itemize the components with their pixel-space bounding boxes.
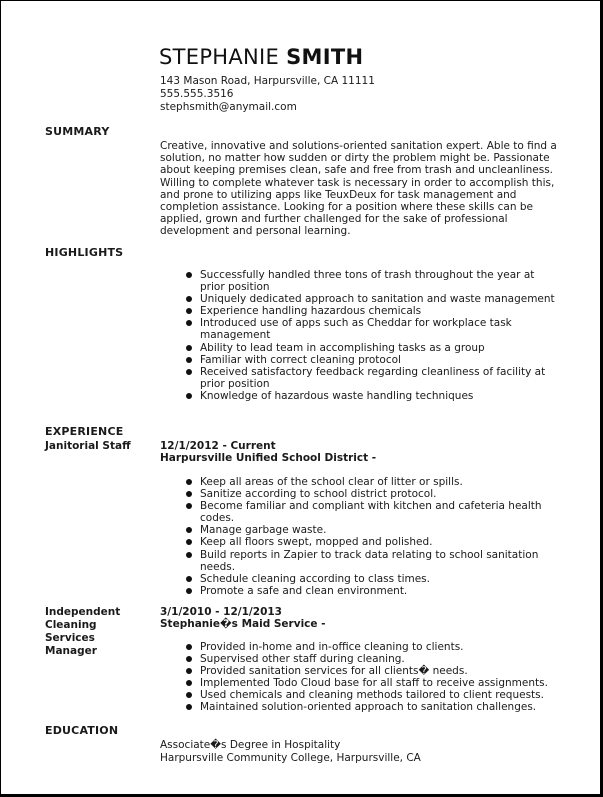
bullet-icon bbox=[186, 369, 192, 375]
job-dates: 3/1/2010 - 12/1/2013 bbox=[160, 606, 282, 618]
list-item: Used chemicals and cleaning methods tailored to client requests. bbox=[185, 689, 555, 701]
list-item: Ability to lead team in accomplishing tasks as a group bbox=[185, 342, 555, 354]
job-dates: 12/1/2012 - Current bbox=[160, 440, 276, 452]
list-item: Successfully handled three tons of trash throughout the year at prior position bbox=[185, 269, 555, 293]
bullet-icon bbox=[186, 503, 192, 509]
address: 143 Mason Road, Harpursville, CA 11111 bbox=[160, 75, 375, 87]
list-item: Implemented Todo Cloud base for all staff to receive assignments. bbox=[185, 677, 555, 689]
job-organization: Harpursville Unified School District - bbox=[160, 452, 377, 464]
bullet-icon bbox=[186, 491, 192, 497]
job-duties-list bbox=[185, 641, 555, 714]
list-item: Introduced use of apps such as Cheddar for workplace task management bbox=[185, 317, 555, 341]
education-heading: EDUCATION bbox=[45, 724, 119, 737]
email: stephsmith@anymail.com bbox=[160, 101, 297, 113]
list-item: Schedule cleaning according to class times. bbox=[185, 573, 555, 585]
bullet-icon bbox=[186, 668, 192, 674]
bullet-icon bbox=[186, 272, 192, 278]
job-organization: Stephanie�s Maid Service - bbox=[160, 618, 326, 630]
list-item: Knowledge of hazardous waste handling techniques bbox=[185, 390, 555, 402]
school: Harpursville Community College, Harpursville, CA bbox=[160, 752, 421, 764]
job-title: Independent Cleaning Services Manager bbox=[45, 606, 121, 657]
bullet-icon bbox=[186, 692, 192, 698]
bullet-icon bbox=[186, 539, 192, 545]
bullet-icon bbox=[186, 656, 192, 662]
list-item: Become familiar and compliant with kitchen and cafeteria health codes. bbox=[185, 500, 555, 524]
bullet-icon bbox=[186, 644, 192, 650]
list-item: Received satisfactory feedback regarding cleanliness of facility at prior position bbox=[185, 366, 555, 390]
bullet-icon bbox=[186, 357, 192, 363]
list-item: Maintained solution-oriented approach to sanitation challenges. bbox=[185, 701, 555, 713]
bullet-icon bbox=[186, 393, 192, 399]
bullet-icon bbox=[186, 704, 192, 710]
phone: 555.555.3516 bbox=[160, 88, 234, 100]
bullet-icon bbox=[186, 296, 192, 302]
list-item: Provided sanitation services for all clients� needs. bbox=[185, 665, 555, 677]
last-name: SMITH bbox=[286, 45, 364, 69]
bullet-icon bbox=[186, 345, 192, 351]
degree: Associate�s Degree in Hospitality bbox=[160, 739, 341, 751]
first-name: STEPHANIE bbox=[159, 45, 280, 69]
job-title: Janitorial Staff bbox=[45, 440, 131, 452]
list-item: Sanitize according to school district protocol. bbox=[185, 488, 555, 500]
bullet-icon bbox=[186, 576, 192, 582]
list-item: Build reports in Zapier to track data relating to school sanitation needs. bbox=[185, 549, 555, 573]
list-item: Supervised other staff during cleaning. bbox=[185, 653, 555, 665]
bullet-icon bbox=[186, 552, 192, 558]
list-item: Keep all floors swept, mopped and polished. bbox=[185, 536, 555, 548]
bullet-icon bbox=[186, 527, 192, 533]
experience-heading: EXPERIENCE bbox=[45, 425, 124, 438]
list-item: Experience handling hazardous chemicals bbox=[185, 305, 555, 317]
list-item: Provided in-home and in-office cleaning to clients. bbox=[185, 641, 555, 653]
bullet-icon bbox=[186, 479, 192, 485]
list-item: Manage garbage waste. bbox=[185, 524, 555, 536]
highlights-heading: HIGHLIGHTS bbox=[45, 246, 124, 259]
summary-text: Creative, innovative and solutions-oriented sanitation expert. Able to find a solution, no matter how sudden or dirty the problem might be. Passionate about keeping premises clean, safe and free from trash and uncleanliness. Willing to complete whatever task is necessary in order to accomplish this, and prone to utilizing apps like TeuxDeux for task management and completion assistance. Looking for a position where these skills can be applied, grown and further challenged for the sake of professional development and personal learning. bbox=[160, 140, 557, 238]
list-item: Uniquely dedicated approach to sanitation and waste management bbox=[185, 293, 555, 305]
bullet-icon bbox=[186, 320, 192, 326]
candidate-name bbox=[159, 45, 363, 69]
highlights-list bbox=[185, 269, 555, 402]
list-item: Promote a safe and clean environment. bbox=[185, 585, 555, 597]
bullet-icon bbox=[186, 308, 192, 314]
bullet-icon bbox=[186, 680, 192, 686]
list-item: Familiar with correct cleaning protocol bbox=[185, 354, 555, 366]
job-duties-list bbox=[185, 476, 555, 597]
bullet-icon bbox=[186, 588, 192, 594]
summary-heading: SUMMARY bbox=[45, 125, 110, 138]
list-item: Keep all areas of the school clear of litter or spills. bbox=[185, 476, 555, 488]
